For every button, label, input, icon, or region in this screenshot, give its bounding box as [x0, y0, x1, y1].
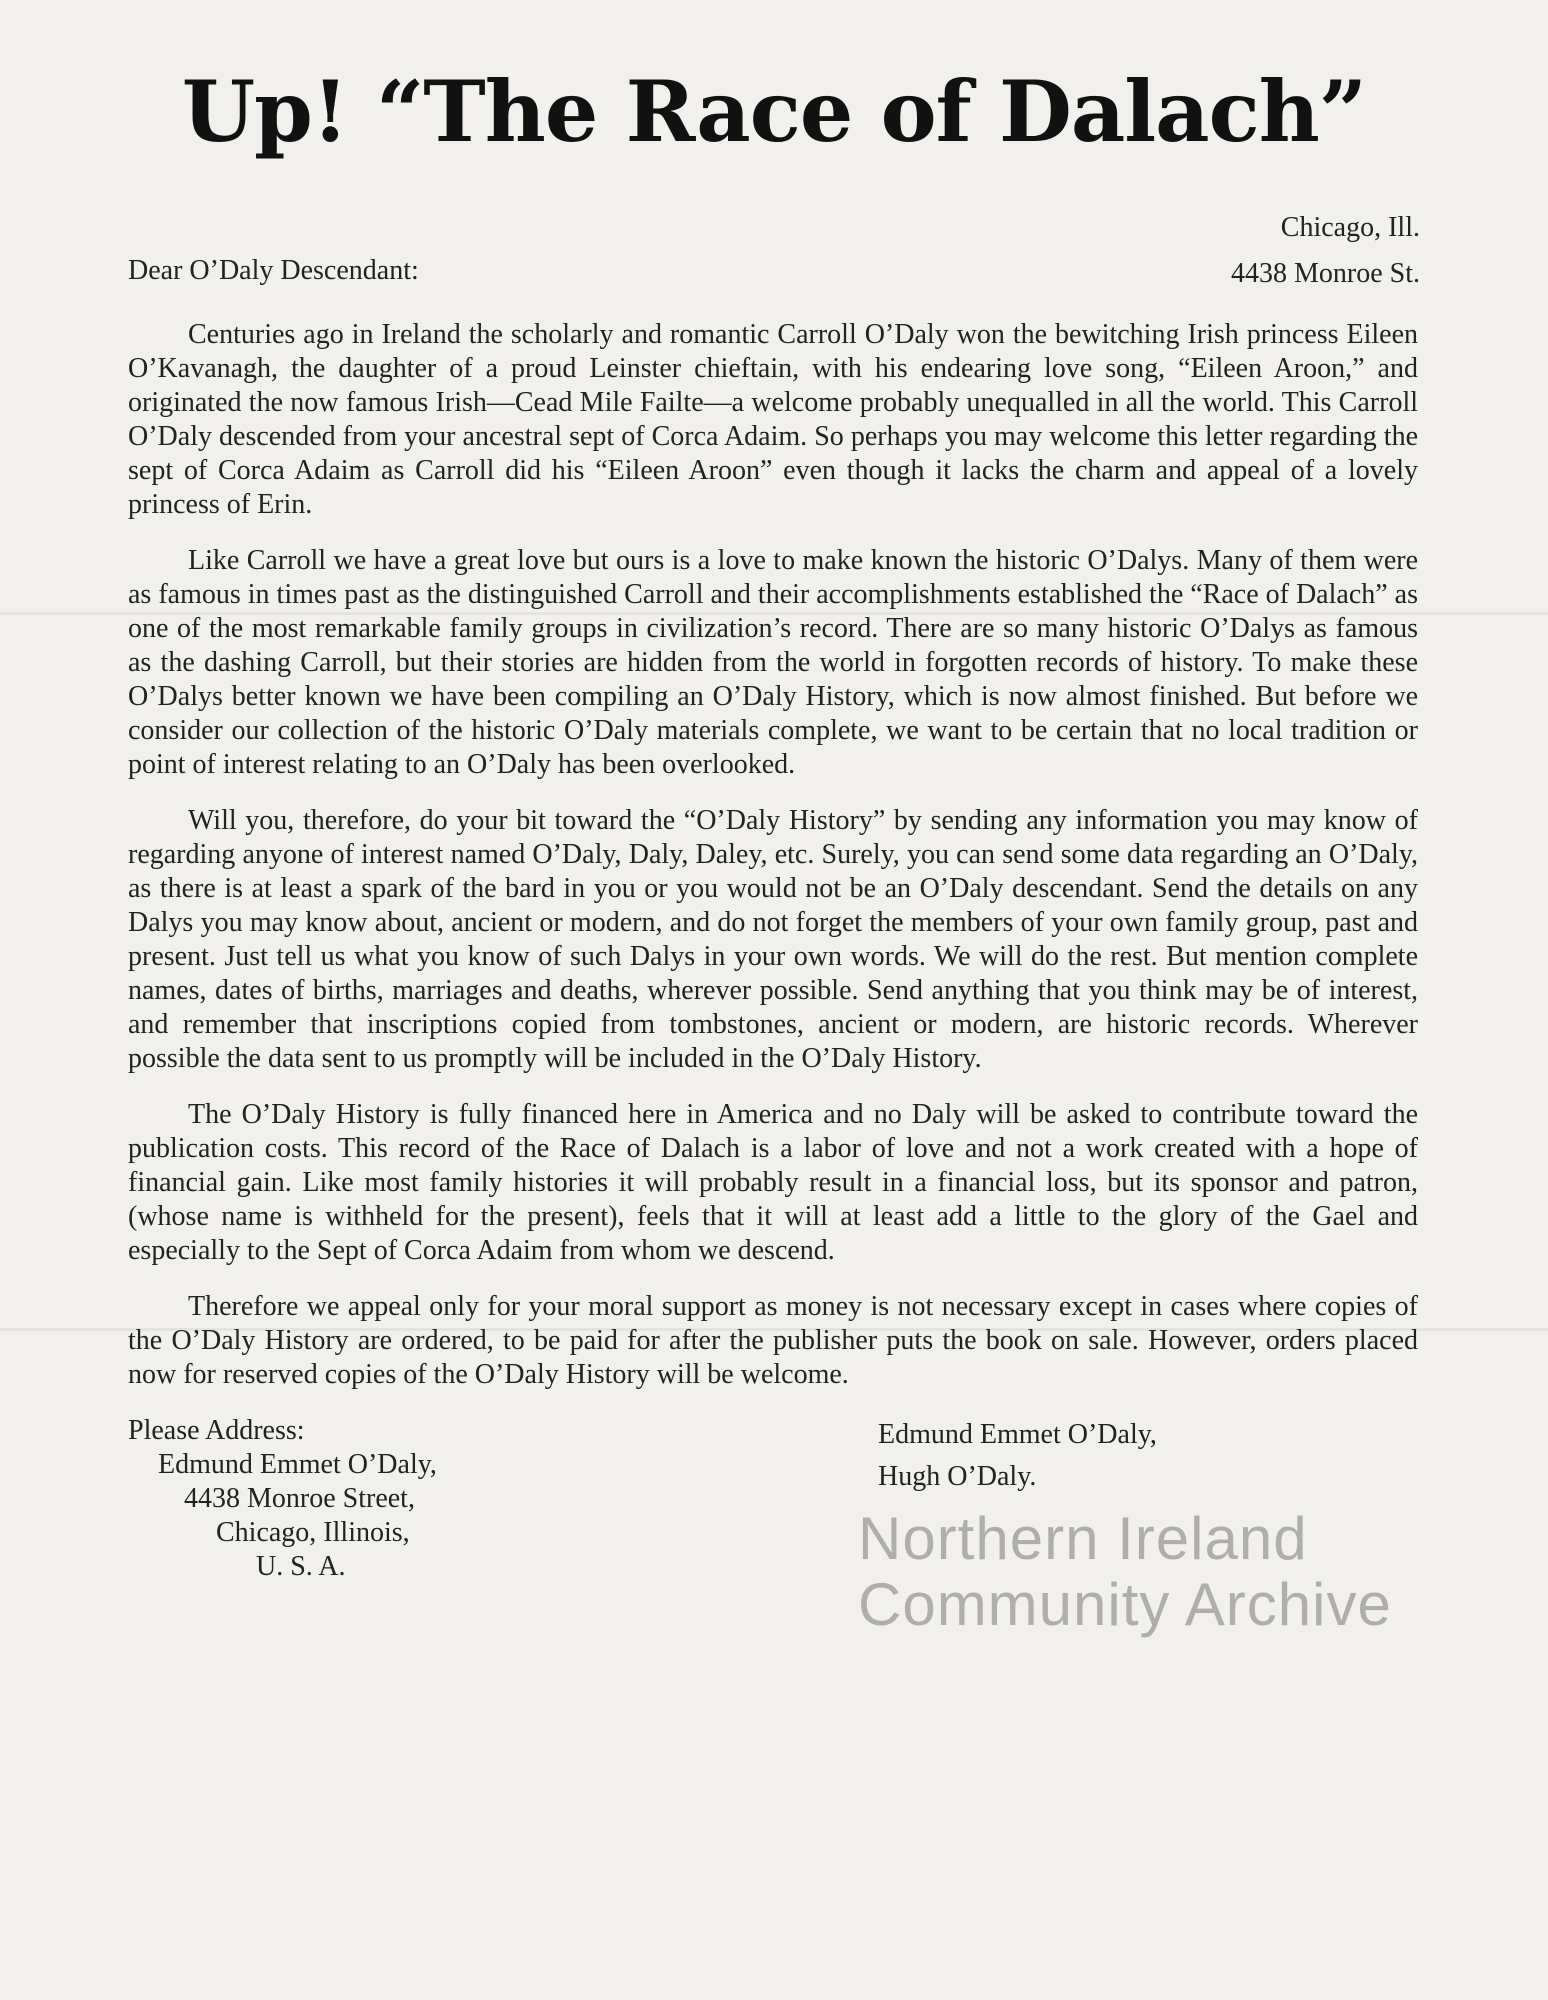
paragraph-text: Therefore we appeal only for your moral support as money is not necessary except in cases where copies of the O’Daly History are ordered, to be paid for after the publisher puts the book on sale. However, orders placed now for reserved copies of the O’Daly History will be welcome.: [128, 1291, 1418, 1390]
watermark: Northern Ireland Community Archive: [858, 1505, 1392, 1638]
return-address: [128, 1414, 437, 1638]
sender-address: [1231, 205, 1420, 297]
return-address-label: Please Address:: [128, 1415, 305, 1446]
letter-title: Up! “The Race of Dalach”: [181, 62, 1367, 161]
return-address-line: 4438 Monroe Street,: [184, 1483, 415, 1514]
paragraph-5: [128, 1290, 1418, 1392]
paragraph-text: Centuries ago in Ireland the scholarly and romantic Carroll O’Daly won the bewitching Irish princess Eileen O’Kavanagh, the daughter of a proud Leinster chieftain, with his endearing love song, “Eileen Aroon,” and originated the now famous Irish—Cead Mile Failte—a welcome probably unequalled in all the world. This Carroll O’Daly descended from your ancestral sept of Corca Adaim. So perhaps you may welcome this letter regarding the sept of Corca Adaim as Carroll did his “Eileen Aroon” even though it lacks the charm and appeal of a lovely princess of Erin.: [128, 319, 1418, 520]
letter-footer: [128, 1414, 1418, 1638]
signature-name: Hugh O’Daly.: [878, 1461, 1037, 1492]
salutation: Dear O’Daly Descendant:: [128, 255, 419, 286]
letter-body: [128, 318, 1418, 1638]
paragraph-text: Like Carroll we have a great love but ours is a love to make known the historic O’Dalys. Many of them were as famous in times past as the distinguished Carroll and their accomplishments established the “Race of Dalach” as one of the most remarkable family groups in civilization’s record. There are so many historic O’Dalys as famous as the dashing Carroll, but their stories are hidden from the world in forgotten records of history. To make these O’Dalys better known we have been compiling an O’Daly History, which is now almost finished. But before we consider our collection of the historic O’Daly materials complete, we want to be certain that no local tradition or point of interest relating to an O’Daly has been overlooked.: [128, 545, 1418, 780]
paragraph-text: Will you, therefore, do your bit toward the “O’Daly History” by sending any information you may know of regarding anyone of interest named O’Daly, Daly, Daley, etc. Surely, you can send some data regarding an O’Daly, as there is at least a spark of the bard in you or you would not be an O’Daly descendant. Send the details on any Dalys you may know about, ancient or modern, and do not forget the members of your own family group, past and present. Just tell us what you know of such Dalys in your own words. We will do the rest. But mention complete names, dates of births, marriages and deaths, wherever possible. Send anything that you think may be of interest, and remember that inscriptions copied from tombstones, ancient or modern, are historic records. Wherever possible the data sent to us promptly will be included in the O’Daly History.: [128, 805, 1418, 1074]
paragraph-1: [128, 318, 1418, 522]
footer-right: [858, 1414, 1418, 1638]
signature-name: Edmund Emmet O’Daly,: [878, 1419, 1157, 1450]
return-address-line: Chicago, Illinois,: [216, 1517, 410, 1548]
signature-block: [858, 1414, 1418, 1498]
paragraph-text: The O’Daly History is fully financed here in America and no Daly will be asked to contribute toward the publication costs. This record of the Race of Dalach is a labor of love and not a work created with a hope of financial gain. Like most family histories it will probably result in a financial loss, but its sponsor and patron, (whose name is withheld for the present), feels that it will at least add a little to the glory of the Gael and especially to the Sept of Corca Adaim from whom we descend.: [128, 1099, 1418, 1266]
return-address-line: Edmund Emmet O’Daly,: [158, 1449, 437, 1480]
paragraph-2: [128, 544, 1418, 782]
return-address-line: U. S. A.: [256, 1551, 346, 1582]
address-city: Chicago, Ill.: [1280, 212, 1420, 243]
address-street: 4438 Monroe St.: [1231, 258, 1420, 289]
paragraph-4: [128, 1098, 1418, 1268]
paragraph-3: [128, 804, 1418, 1076]
